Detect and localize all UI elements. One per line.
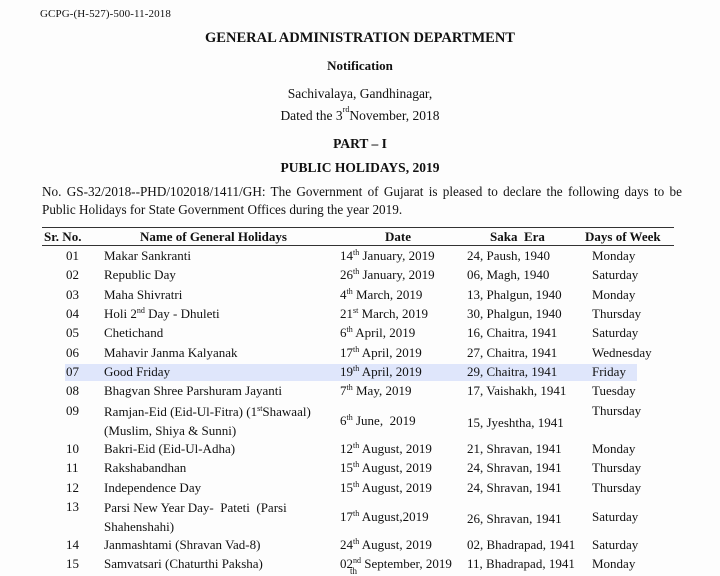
table-header-rule: [42, 245, 674, 246]
date-rest: January, 2019: [359, 248, 435, 263]
date-day: 4: [340, 287, 347, 302]
holiday-name-part: Day - Dhuleti: [144, 306, 220, 321]
date-cell: [340, 479, 432, 496]
holiday-name-cell: [104, 344, 238, 361]
sr-no-cell: 12: [66, 480, 79, 495]
date-ordinal: th: [353, 364, 360, 373]
col-header-saka: Saka Era: [490, 229, 545, 244]
sr-no-cell: 13: [66, 499, 79, 514]
date-cell: [340, 412, 416, 429]
holiday-name-text: Bakri-Eid (Eid-Ul-Adha): [104, 441, 236, 456]
date-ordinal: th: [353, 345, 360, 354]
sr-no-cell: 15: [66, 556, 79, 571]
intro-paragraph: No. GS-32/2018--PHD/102018/1411/GH: The Government of Gujarat is pleased to declare the following days to be Public Holidays for State Government Offices during the year 2019.: [42, 184, 682, 217]
date-day: 14: [340, 248, 353, 263]
date-cell: [340, 247, 435, 264]
dated-suffix: November, 2018: [349, 108, 440, 123]
holiday-name-part: Holi 2: [104, 306, 137, 321]
saka-era-cell: 02, Bhadrapad, 1941: [467, 537, 576, 552]
date-rest: April, 2019: [359, 345, 422, 360]
holiday-name-cell: [104, 498, 287, 536]
weekday-cell: Tuesday: [592, 383, 636, 398]
date-ordinal: th: [346, 413, 353, 422]
col-header-name: Name of General Holidays: [140, 229, 287, 244]
saka-era-cell: 13, Phalgun, 1940: [467, 287, 562, 302]
date-cell: [340, 324, 415, 341]
weekday-cell: Monday: [592, 287, 636, 302]
holiday-name-sup: st: [257, 404, 263, 413]
sr-no-cell: 01: [66, 248, 79, 263]
date-ordinal: th: [353, 248, 360, 257]
saka-era-cell: 06, Magh, 1940: [467, 267, 550, 282]
holiday-name-part: Ramjan-Eid (Eid-Ul-Fitra) (1: [104, 404, 258, 419]
date-day: 15: [340, 480, 353, 495]
part-heading: PART – I: [333, 136, 387, 151]
date-rest: June, 2019: [352, 413, 416, 428]
holiday-name-sup: nd: [136, 306, 145, 315]
holiday-name-cell: [104, 459, 186, 476]
date-day: 6: [340, 325, 347, 340]
sr-no-cell: 14: [66, 537, 79, 552]
date-ordinal: th: [353, 480, 360, 489]
weekday-cell: Saturday: [592, 509, 639, 524]
saka-era-cell: 16, Chaitra, 1941: [467, 325, 558, 340]
holiday-name-cell: [104, 286, 182, 303]
date-ordinal: th: [353, 267, 360, 276]
col-header-sr: Sr. No.: [44, 229, 82, 244]
holiday-name-text: Independence Day: [104, 480, 202, 495]
holiday-name-text: Maha Shivratri: [104, 287, 183, 302]
weekday-cell: Monday: [592, 248, 636, 263]
date-ordinal: th: [346, 287, 353, 296]
date-cell: [340, 459, 432, 476]
date-day: 7: [340, 383, 347, 398]
date-ordinal: st: [353, 306, 359, 315]
date-day: 12: [340, 441, 353, 456]
holiday-name-cell: [104, 536, 260, 553]
notification-label: Notification: [327, 58, 393, 73]
weekday-cell: Saturday: [592, 267, 639, 282]
document-code: GCPG-(H-527)-500-11-2018: [40, 8, 171, 20]
sr-no-cell: 04: [66, 306, 79, 321]
department-title: GENERAL ADMINISTRATION DEPARTMENT: [205, 30, 515, 46]
date-cell: [340, 344, 422, 361]
col-header-date: Date: [385, 229, 411, 244]
date-day: 19: [340, 364, 353, 379]
saka-era-cell: 24, Shravan, 1941: [467, 460, 562, 475]
sr-no-cell: 10: [66, 441, 79, 456]
date-day: 17: [340, 509, 353, 524]
weekday-cell: Wednesday: [592, 345, 652, 360]
date-rest: September, 2019: [361, 556, 452, 571]
weekday-cell: Monday: [592, 556, 636, 571]
holiday-name-part: Shawaal): [262, 404, 311, 419]
sr-no-cell: 07: [66, 364, 79, 379]
weekday-cell: Thursday: [592, 403, 642, 418]
holiday-name-cell: [104, 402, 311, 440]
date-day: 21: [340, 306, 353, 321]
weekday-cell: Saturday: [592, 325, 639, 340]
col-header-weekday: Days of Week: [585, 229, 661, 244]
sr-no-cell: 02: [66, 267, 79, 282]
holiday-name-text: Chetichand: [104, 325, 164, 340]
date-ordinal: th: [353, 441, 360, 450]
holiday-name-line2: (Muslim, Shiya & Sunni): [104, 423, 237, 438]
sr-no-cell: 05: [66, 325, 79, 340]
holiday-name-cell: [104, 382, 282, 399]
date-cell: [340, 266, 435, 283]
date-cell: [340, 508, 429, 525]
holiday-name-text: Republic Day: [104, 267, 176, 282]
date-day: 26: [340, 267, 353, 282]
weekday-cell: Monday: [592, 441, 636, 456]
date-cell: [340, 305, 428, 322]
date-rest: August,2019: [359, 509, 429, 524]
date-day: 15: [340, 460, 353, 475]
holiday-name-cell: [104, 555, 263, 572]
date-day: 24: [340, 537, 353, 552]
saka-era-cell: 11, Bhadrapad, 1941: [467, 556, 575, 571]
date-rest: August, 2019: [359, 537, 432, 552]
weekday-cell: Thursday: [592, 460, 642, 475]
dated-sup: rd: [342, 105, 350, 114]
saka-era-cell: 15, Jyeshtha, 1941: [467, 415, 564, 430]
holiday-name-cell: [104, 363, 170, 380]
holiday-name-text: Rakshabandhan: [104, 460, 187, 475]
sr-no-cell: 11: [66, 460, 79, 475]
sr-no-cell: 03: [66, 287, 79, 302]
date-rest: August, 2019: [359, 460, 432, 475]
holiday-name-text: Samvatsari (Chaturthi Paksha): [104, 556, 263, 571]
saka-era-cell: 24, Paush, 1940: [467, 248, 551, 263]
saka-era-cell: 27, Chaitra, 1941: [467, 345, 558, 360]
date-rest: August, 2019: [359, 441, 432, 456]
table-top-rule: [42, 227, 674, 228]
date-cell: [340, 440, 432, 457]
date-rest: August, 2019: [359, 480, 432, 495]
date-cell: [340, 536, 432, 553]
date-day: 17: [340, 345, 353, 360]
date-ordinal: th: [353, 509, 360, 518]
date-day: 02: [340, 556, 353, 571]
date-rest: April, 2019: [359, 364, 422, 379]
weekday-cell: Thursday: [592, 306, 642, 321]
holiday-name-cell: [104, 247, 191, 264]
holiday-name-text: Janmashtami (Shravan Vad-8): [104, 537, 261, 552]
holiday-name-cell: [104, 479, 201, 496]
date-rest: March, 2019: [358, 306, 429, 321]
saka-era-cell: 29, Chaitra, 1941: [467, 364, 558, 379]
holiday-name-cell: [104, 440, 235, 457]
dated-line: [0, 105, 720, 124]
date-ordinal: th: [346, 325, 353, 334]
date-cell: [340, 382, 411, 399]
saka-era-cell: 26, Shravan, 1941: [467, 511, 562, 526]
saka-era-cell: 17, Vaishakh, 1941: [467, 383, 567, 398]
date-cell: [340, 363, 422, 380]
date-ordinal: th: [353, 537, 360, 546]
date-cell: [340, 286, 422, 303]
holiday-name-cell: [104, 266, 176, 283]
date-ordinal: th: [353, 460, 360, 469]
date-rest: March, 2019: [352, 287, 423, 302]
sr-no-cell: 06: [66, 345, 79, 360]
date-rest: May, 2019: [352, 383, 412, 398]
holiday-name-cell: [104, 305, 220, 322]
cut-off-text: th: [350, 566, 358, 576]
date-day: 6: [340, 413, 347, 428]
holiday-name-cell: [104, 324, 163, 341]
holiday-name-text: Bhagvan Shree Parshuram Jayanti: [104, 383, 282, 398]
sr-no-cell: 08: [66, 383, 79, 398]
weekday-cell: Saturday: [592, 537, 639, 552]
holiday-name-text: Parsi New Year Day- Pateti (Parsi: [104, 500, 287, 515]
holiday-name-line2: Shahenshahi): [104, 519, 175, 534]
saka-era-cell: 21, Shravan, 1941: [467, 441, 562, 456]
place-line: Sachivalaya, Gandhinagar,: [287, 86, 433, 101]
saka-era-cell: 30, Phalgun, 1940: [467, 306, 562, 321]
page-title: PUBLIC HOLIDAYS, 2019: [280, 160, 440, 175]
date-rest: April, 2019: [352, 325, 416, 340]
holiday-name-text: Makar Sankranti: [104, 248, 192, 263]
weekday-cell: Thursday: [592, 480, 642, 495]
date-ordinal: th: [346, 383, 353, 392]
date-ordinal: nd: [353, 556, 361, 565]
holiday-name-text: Mahavir Janma Kalyanak: [104, 345, 238, 360]
dated-prefix: Dated the 3: [280, 108, 343, 123]
sr-no-cell: 09: [66, 403, 79, 418]
weekday-cell: Friday: [592, 364, 626, 379]
date-rest: January, 2019: [359, 267, 435, 282]
holiday-name-text: Good Friday: [104, 364, 171, 379]
saka-era-cell: 24, Shravan, 1941: [467, 480, 562, 495]
